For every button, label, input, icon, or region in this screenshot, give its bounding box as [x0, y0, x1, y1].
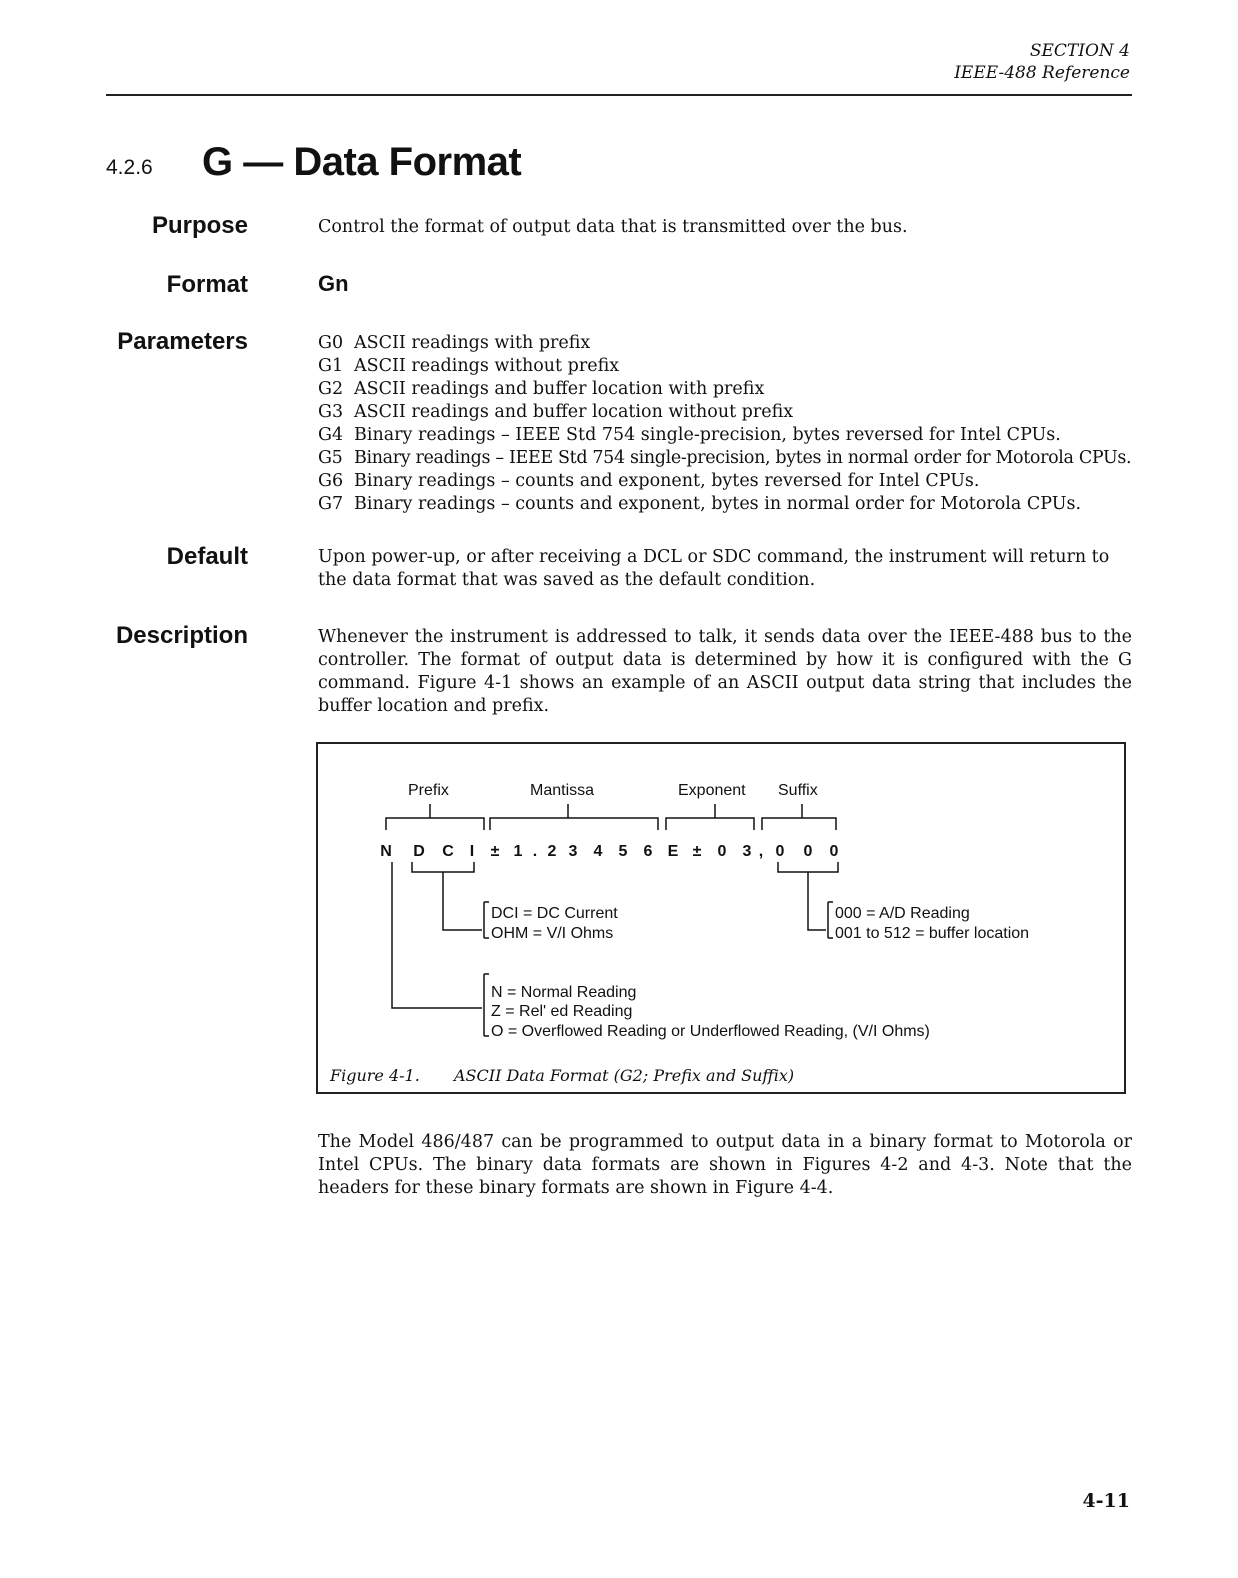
section-number: 4.2.6	[106, 156, 153, 179]
prefix-connector	[412, 862, 482, 930]
data-string	[380, 843, 838, 860]
figure-label-exponent: Exponent	[678, 782, 746, 799]
reading-notes-bracket	[484, 974, 489, 1036]
data-char: 1	[513, 843, 523, 860]
parameter-code: G5	[318, 448, 343, 468]
data-char: 3	[568, 843, 578, 860]
prefix-note: DCI = DC Current	[491, 905, 618, 922]
running-header	[954, 40, 1130, 84]
figure-4-1	[316, 742, 1126, 1094]
parameter-code: G6	[318, 471, 344, 491]
data-char: 0	[775, 843, 785, 860]
header-subtitle: IEEE-488 Reference	[954, 63, 1130, 83]
parameter-item	[318, 447, 1132, 470]
figure-label-mantissa: Mantissa	[530, 782, 595, 799]
description-text: Whenever the instrument is addressed to talk, it sends data over the IEEE-488 bus to the controller. The format of output data is determined by how it is configured with the G command. Figure 4-1 shows an example of an ASCII output data string that includes the buffer location and prefix.	[318, 627, 1132, 716]
suffix-note: 001 to 512 = buffer location	[835, 925, 1030, 942]
data-char: 4	[593, 843, 603, 860]
parameter-code: G3	[318, 402, 344, 422]
purpose-text: Control the format of output data that is transmitted over the bus.	[318, 217, 908, 237]
data-char: ±	[490, 843, 500, 860]
data-char: C	[442, 843, 454, 860]
header-section: SECTION 4	[1029, 41, 1130, 61]
parameter-desc: Binary readings – counts and exponent, bytes in normal order for Motorola CPUs.	[354, 494, 1082, 514]
data-char: 5	[618, 843, 628, 860]
format-label: Format	[166, 271, 248, 298]
parameter-desc: ASCII readings with prefix	[354, 333, 591, 353]
data-char: 0	[717, 843, 727, 860]
data-char: I	[469, 843, 475, 860]
suffix-bracket	[762, 804, 836, 830]
figure-label-suffix: Suffix	[778, 782, 818, 799]
prefix-bracket	[386, 804, 484, 830]
prefix-note: OHM = V/I Ohms	[491, 925, 614, 942]
parameters-label: Parameters	[117, 328, 248, 355]
parameter-code: G1	[318, 356, 344, 376]
default-label: Default	[166, 543, 248, 570]
figure-diagram	[318, 744, 1124, 1092]
figure-caption-number: Figure 4-1.	[330, 1066, 420, 1085]
parameter-item	[318, 378, 1132, 401]
data-char: E	[667, 843, 679, 860]
closing-paragraph: The Model 486/487 can be programmed to output data in a binary format to Motorola or Intel CPUs. The binary data formats are shown in Figures 4-2 and 4-3. Note that the headers for these binary formats are shown in Figure 4-4.	[318, 1132, 1132, 1198]
parameter-code: G4	[318, 425, 344, 445]
top-brackets	[386, 804, 836, 830]
page-number: 4-11	[1082, 1490, 1130, 1512]
parameter-desc: Binary readings – IEEE Std 754 single-precision, bytes reversed for Intel CPUs.	[354, 425, 1061, 445]
header-rule	[106, 94, 1132, 96]
data-char: D	[413, 843, 425, 860]
figure-notes	[491, 905, 1029, 1040]
parameter-item	[318, 401, 1132, 424]
data-char: 0	[829, 843, 839, 860]
data-char: 2	[547, 843, 557, 860]
suffix-note: 000 = A/D Reading	[835, 905, 970, 922]
suffix-notes-bracket	[828, 902, 833, 938]
description-label: Description	[115, 622, 248, 649]
data-char: ,	[758, 843, 764, 860]
parameters-list	[318, 332, 1132, 516]
data-char: .	[532, 843, 538, 860]
parameter-item	[318, 355, 1132, 378]
data-char: ±	[692, 843, 702, 860]
parameter-desc: Binary readings – IEEE Std 754 single-precision, bytes in normal order for Motorola CPUs.	[354, 448, 1132, 468]
data-char: 0	[803, 843, 813, 860]
parameter-item	[318, 332, 1132, 355]
parameter-desc: Binary readings – counts and exponent, bytes reversed for Intel CPUs.	[354, 471, 980, 491]
reading-connector	[392, 862, 482, 1008]
figure-label-prefix: Prefix	[408, 782, 449, 799]
format-value: Gn	[318, 271, 349, 296]
prefix-notes-bracket	[484, 902, 489, 938]
data-char: 3	[742, 843, 752, 860]
parameter-item	[318, 424, 1132, 447]
parameter-desc: ASCII readings and buffer location without prefix	[354, 402, 794, 422]
data-char: N	[380, 843, 392, 860]
parameter-desc: ASCII readings without prefix	[354, 356, 620, 376]
parameter-item	[318, 470, 1132, 493]
default-text: Upon power-up, or after receiving a DCL or SDC command, the instrument will return to the data format that was saved as the default condition.	[318, 547, 1110, 590]
mantissa-bracket	[490, 804, 658, 830]
parameter-code: G0	[318, 333, 344, 353]
data-char: 6	[643, 843, 653, 860]
section-title: G — Data Format	[202, 140, 522, 184]
exponent-bracket	[666, 804, 754, 830]
reading-note: Z = Rel' ed Reading	[491, 1003, 633, 1020]
purpose-label: Purpose	[151, 212, 248, 239]
parameter-item	[318, 493, 1132, 516]
suffix-connector	[778, 862, 838, 930]
figure-caption-title: ASCII Data Format (G2; Prefix and Suffix)	[454, 1066, 795, 1085]
reading-note: O = Overflowed Reading or Underflowed Reading, (V/I Ohms)	[491, 1023, 930, 1040]
parameter-code: G7	[318, 494, 344, 514]
parameter-desc: ASCII readings and buffer location with prefix	[354, 379, 765, 399]
reading-note: N = Normal Reading	[491, 984, 637, 1001]
parameter-code: G2	[318, 379, 344, 399]
figure-caption	[330, 1066, 794, 1085]
